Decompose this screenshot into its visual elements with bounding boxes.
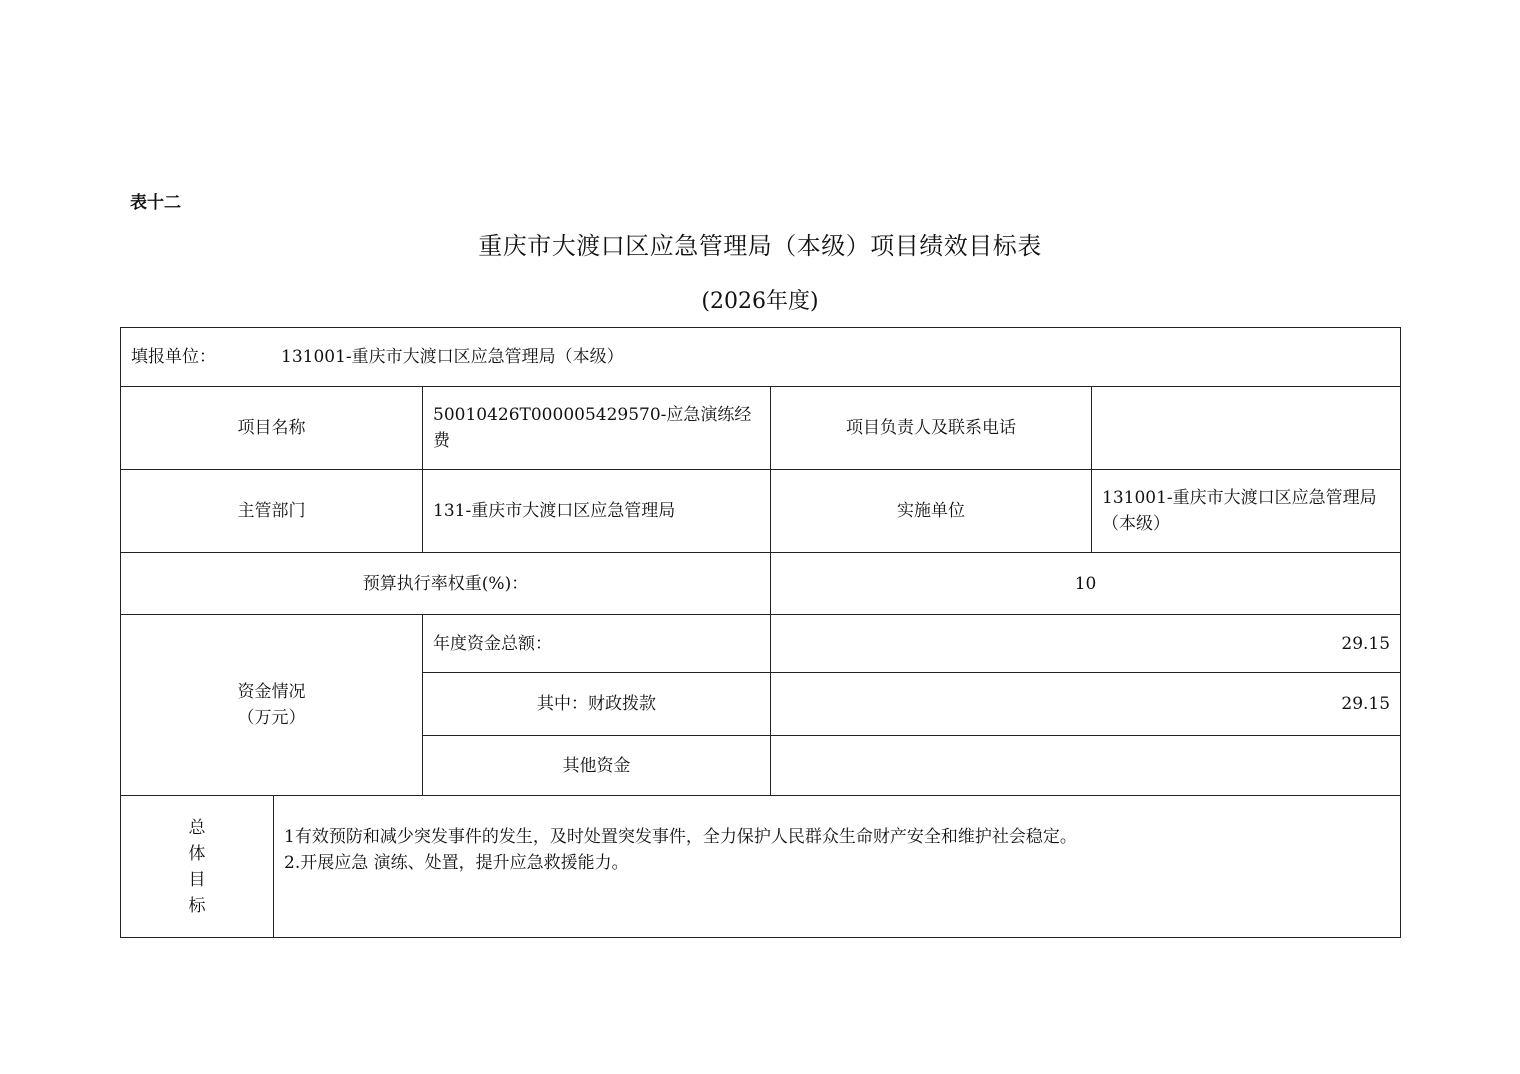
reporting-unit-cell xyxy=(121,328,1401,387)
annual-total-row xyxy=(121,615,1401,673)
goal-label-char: 标 xyxy=(188,895,206,916)
overall-goal-label xyxy=(121,796,274,938)
overall-goal-row xyxy=(121,796,1401,938)
budget-weight-value: 10 xyxy=(771,553,1401,615)
annual-total-value: 29.15 xyxy=(771,615,1401,673)
project-name-label: 项目名称 xyxy=(121,387,423,470)
budget-weight-label: 预算执行率权重(%)： xyxy=(121,553,771,615)
table-number-label: 表十二 xyxy=(130,193,181,213)
contact-value xyxy=(1092,387,1401,470)
fiscal-allocation-value: 29.15 xyxy=(771,673,1401,736)
goal-label-char: 总 xyxy=(188,817,206,838)
budget-weight-row xyxy=(121,553,1401,615)
funds-unit: （万元） xyxy=(237,708,306,728)
reporting-unit-value: 131001-重庆市大渡口区应急管理局（本级） xyxy=(281,347,624,367)
document-subtitle: (2026年度) xyxy=(701,289,819,314)
performance-target-table xyxy=(120,327,1401,938)
funds-label: 资金情况 xyxy=(237,682,306,702)
annual-total-label: 年度资金总额： xyxy=(423,615,771,673)
goal-label-char: 体 xyxy=(188,843,206,864)
funds-label-cell xyxy=(121,615,423,796)
other-funds-value xyxy=(771,736,1401,796)
implementing-unit-label: 实施单位 xyxy=(771,470,1092,553)
reporting-unit-label: 填报单位： xyxy=(131,347,216,367)
goal-label-char: 目 xyxy=(188,869,206,890)
department-value: 131-重庆市大渡口区应急管理局 xyxy=(423,470,771,553)
overall-goal-text xyxy=(274,796,1401,938)
department-row xyxy=(121,470,1401,553)
project-name-row xyxy=(121,387,1401,470)
document-title: 重庆市大渡口区应急管理局（本级）项目绩效目标表 xyxy=(478,232,1042,260)
reporting-unit-row xyxy=(121,328,1401,387)
other-funds-label: 其他资金 xyxy=(423,736,771,796)
contact-label: 项目负责人及联系电话 xyxy=(771,387,1092,470)
goal-line: 2.开展应急 演练、处置，提升应急救援能力。 xyxy=(284,853,629,873)
project-name-value: 50010426T000005429570-应急演练经费 xyxy=(423,387,771,470)
department-label: 主管部门 xyxy=(121,470,423,553)
goal-line: 1有效预防和减少突发事件的发生，及时处置突发事件，全力保护人民群众生命财产安全和维护社会稳定。 xyxy=(284,827,1077,847)
implementing-unit-value: 131001-重庆市大渡口区应急管理局（本级） xyxy=(1092,470,1401,553)
fiscal-allocation-label: 其中：财政拨款 xyxy=(423,673,771,736)
